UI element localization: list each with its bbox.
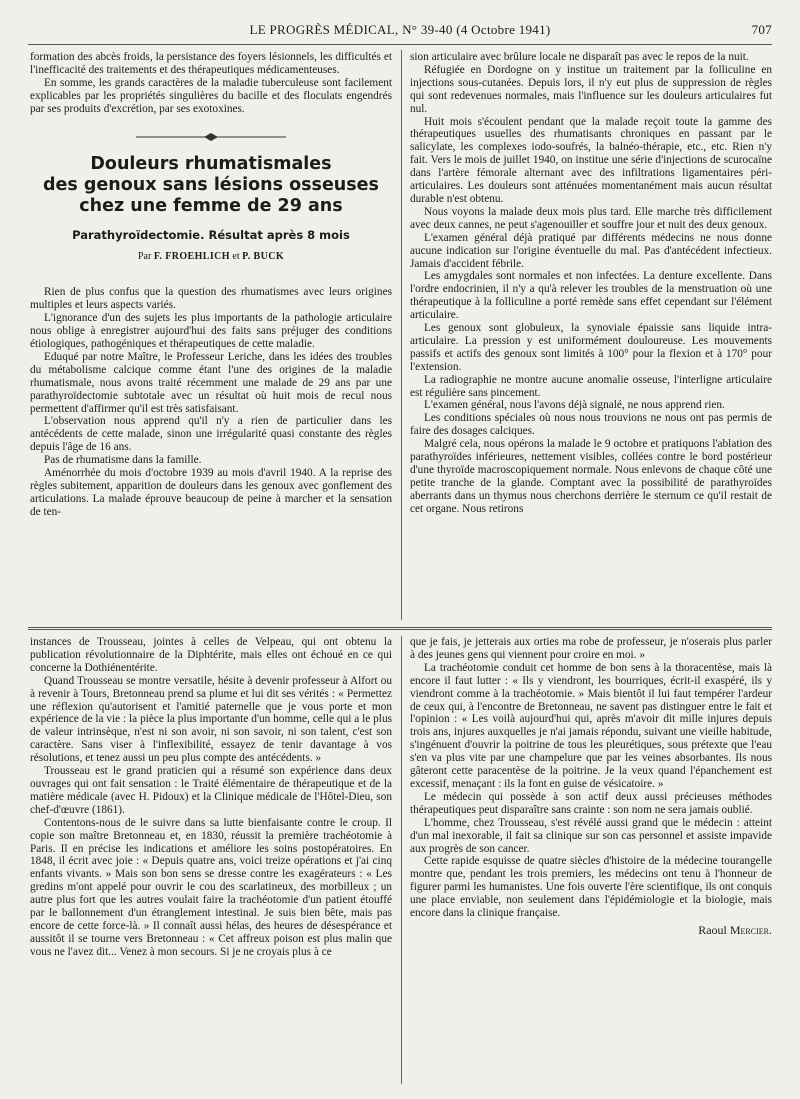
article-subtitle: Parathyroïdectomie. Résultat après 8 mois: [72, 227, 350, 242]
article-title: [30, 154, 392, 217]
author-name: F. FROEHLICH: [153, 251, 230, 263]
author-name: P. BUCK: [242, 251, 285, 263]
body-paragraph: que je fais, je jetterais aux orties ma robe de professeur, je n'oserais plus parler à des jeunes gens qui viennent pour croire en moi. »: [410, 636, 772, 661]
top-left-column: [30, 51, 392, 621]
article-byline: [30, 251, 392, 264]
running-header: [28, 20, 772, 42]
body-paragraph: sion articulaire avec brûlure locale ne disparaît pas avec le repos de la nuit.: [410, 51, 749, 63]
body-paragraph: L'observation nous apprend qu'il n'y a rien de particulier dans les antécédents de cette malade, sinon une irrégularité quasi constante des règles depuis l'âge de 16 ans.: [30, 415, 392, 454]
bottom-right-column: [410, 636, 772, 1086]
body-paragraph: instances de Trousseau, jointes à celles de Velpeau, qui ont obtenu la publication révolutionnaire de la Diphtérite, mais elles ont échoué en ce qui concerne la Dothiénentérite.: [30, 636, 392, 674]
section-separator-rule: [28, 627, 772, 630]
page-number: 707: [751, 22, 772, 37]
intro-paragraph: formation des abcès froids, la persistance des foyers lésionnels, les difficultés et l'inefficacité des traitements et des thérapeutiques médicamenteuses.: [30, 51, 392, 76]
top-right-column: [410, 51, 772, 621]
body-paragraph: Les amygdales sont normales et non infectées. La denture excellente. Dans l'ordre endocrinien, il n'y a qu'à relever les troubles de la menstruation où une thérapeutique à la folliculine a porté remède sans effet cependant sur l'élément articulaire.: [410, 270, 772, 322]
byline-prefix: Par: [137, 251, 152, 263]
body-paragraph: La radiographie ne montre aucune anomalie osseuse, l'interligne articulaire est régulière sans pincement.: [410, 373, 772, 399]
body-paragraph: Trousseau est le grand praticien qui a résumé son expérience dans deux ouvrages qui ont fait sensation : le Traité élémentaire de thérapeutique et de la matière médicale (avec H. Pidoux) et la Clinique médicale de l'Hôtel-Dieu, son chef-d'œuvre (1861).: [30, 765, 392, 816]
top-column-divider: [401, 50, 402, 620]
signature-first-name: Raoul: [698, 922, 727, 937]
header-rule: [28, 44, 772, 45]
article-title-line: Douleurs rhumatismales: [90, 153, 332, 174]
body-paragraph: L'ignorance d'un des sujets les plus importants de la pathologie articulaire nous oblige à enregistrer aujourd'hui des faits sans préjuger des conditions étiologiques, pathogéniques et thérapeutiques de cette maladie.: [30, 312, 392, 350]
body-paragraph: Nous voyons la malade deux mois plus tard. Elle marche très difficilement avec deux cannes, ne peut s'agenouiller et souffre jour et nuit des deux genoux.: [410, 205, 772, 231]
body-paragraph: Quand Trousseau se montre versatile, hésite à devenir professeur à Alfort ou à revenir à Tours, Bretonneau prend sa plume et lui dit ses vérités : « Permettez une réflexion qu'autorisent et l'amitié paternelle que je vous porte et mon expérience de la vie : la pièce la plus importante d'un homme, celle qui a le plus de valeur intrinsèque, n'est ni son avoir, ni son savoir, ni son talent, c'est son caractère. Sans viser à l'inflexibilité, essayez de tenir davantage à vos résolutions, et tenez aussi un peu plus compte des antécédents. »: [30, 674, 392, 765]
byline-and: et: [232, 251, 240, 263]
body-paragraph: La trachéotomie conduit cet homme de bon sens à la thoracentèse, mais là encore il faut lutter : « Ils y viendront, les bourriques, écrit-il exaspéré, ils y viendront comme à la trachéotomie. » Mais bientôt il lui faut tempérer l'ardeur de ceux qui, à l'encontre de Bretonneau, ne savent pas distinguer entre le fait et l'opinion : « Les voilà aujourd'hui qui, après m'avoir dit mille injures depuis trois ans, injures auxquelles je n'ai jamais répondu, suivant une vieille habitude, s'ingénuent d'ouvrir la poitrine de tous les pleurétiques, sous prétexte que l'eau s'en va plus vite par une champelure que par les veines absorbantes. Ils nous gâteront cette paracentèse de la poitrine. Je la veux quand l'épanchement est excessif, menaçant : ils la font en guise de vésicatoire. »: [410, 661, 772, 790]
journal-title: LE PROGRÈS MÉDICAL, N° 39-40 (4 Octobre 1941): [249, 22, 551, 37]
body-paragraph: Rien de plus confus que la question des rhumatismes avec leurs origines multiples et leurs aspects variés.: [30, 286, 392, 312]
body-paragraph: Contentons-nous de le suivre dans sa lutte bienfaisante contre le croup. Il copie son maître Bretonneau et, en 1830, réussit la première trachéotomie à Paris. Il en précise les indications et améliore les soins postopératoires. En 1848, il écrit avec joie : « Depuis quatre ans, voici treize opérations et j'ai cinq enfants vivants. » Mais son bon sens se dresse contre les exagérateurs : « Les gredins m'ont appelé pour ouvrir le cou des scarlatineux, des morbilleux ; un autre plus fort que les autres voulait faire la trachéotomie d'un patient étouffé par le ballonnement d'un étranglement intestinal. Je suis bien bête, mais pas encore de cette force-là. » Il connaît aussi hélas, des heures de désespérance et aussitôt il se tourne vers Bretonneau : « Cet affreux poison est plus malin que vous ne l'avez dit... Venez à mon secours. Si je ne croyais plus à ce: [30, 816, 392, 958]
body-paragraph: Huit mois s'écoulent pendant que la malade reçoit toute la gamme des thérapeutiques usuelles des rhumatisants chroniques en passant par le salicylate, les complexes iodo-soufrés, la balnéo-thérapie, etc., etc. Rien n'y fait. Vers le mois de juillet 1940, on institue une série d'injections de scurocaïne dans l'artère fémorale alternant avec des infiltrations ligamentaires péri-articulaires. Les douleurs sont atténuées momentanément mais aucun résultat durable n'est obtenu.: [410, 115, 772, 205]
body-paragraph: Le médecin qui possède à son actif deux aussi précieuses méthodes thérapeutiques peut disparaître sans crainte : son nom ne sera jamais oublié.: [410, 790, 772, 816]
body-paragraph: L'examen général, nous l'avons déjà signalé, ne nous apprend rien.: [424, 399, 725, 412]
body-paragraph: Les genoux sont globuleux, la synoviale épaissie sans liquide intra-articulaire. La pression y est uniformément douloureuse. Les mouvements passifs et actifs des genoux sont limités à 100° pour la flexion et à 170° pour l'extension.: [410, 322, 772, 373]
body-paragraph: Eduqué par notre Maître, le Professeur Leriche, dans les idées des troubles du métabolisme calcique comme étant l'une des origines de la maladie rhumatismale, nous avons traité récemment une malade de 29 ans par une parathyroïdectomie subtotale avec un résultat où huit mois de recul nous permettent d'affirmer qu'il est très satisfaisant.: [30, 350, 392, 415]
body-paragraph: Pas de rhumatisme dans la famille.: [44, 454, 202, 467]
body-paragraph: L'examen général déjà pratiqué par différents médecins ne nous donne aucune indication sur l'origine éventuelle du mal. Pas d'antécédent infectieux. Jamais d'accident fébrile.: [410, 231, 772, 270]
article-title-line: des genoux sans lésions osseuses: [43, 174, 379, 195]
signature-last-name: Mercier.: [729, 922, 772, 937]
intro-paragraph: En somme, les grands caractères de la maladie tuberculeuse sont facilement explicables par les propriétés singulières du bacille et des floculats engendrés par ses produits d'excrétion, par ses exotoxines.: [30, 76, 392, 115]
author-signature: [410, 924, 772, 937]
body-paragraph: L'homme, chez Trousseau, s'est révélé aussi grand que le médecin : atteint d'un mal inexorable, il fait sa clinique sur son cas personnel et assiste impavide aux progrès de son cancer.: [410, 816, 772, 855]
bottom-left-column: [30, 636, 392, 1086]
separator-ornament-icon: [136, 132, 286, 142]
body-paragraph: Cette rapide esquisse de quatre siècles d'histoire de la médecine tourangelle montre que, pendant les trois premiers, les médecins ont tenu à l'honneur de figurer parmi les humanistes. Une fois ouverte l'ère scientifique, ils ont conquis une place enviable, non seulement dans l'épidémiologie et la biologie, mais encore dans la clinique française.: [410, 855, 772, 920]
body-paragraph: Les conditions spéciales où nous nous trouvions ne nous ont pas permis de faire des dosages calciques.: [410, 412, 772, 438]
bottom-column-divider: [401, 636, 402, 1084]
body-paragraph: Aménorrhée du mois d'octobre 1939 au mois d'avril 1940. A la reprise des règles subitement, apparition de douleurs dans les genoux avec gonflement des articulations. La malade éprouve beaucoup de peine à marcher et la sensation de ten-: [30, 467, 392, 518]
body-paragraph: Réfugiée en Dordogne on y institue un traitement par la folliculine en injections sous-cutanées. Depuis lors, il n'y eut plus de suppression de règles qui sont redevenues normales, mais l'influence sur les douleurs articulaires fut nul.: [410, 63, 772, 115]
body-paragraph: Malgré cela, nous opérons la malade le 9 octobre et pratiquons l'ablation des parathyroïdes inférieures, nettement visibles, collées contre le bord postérieur d'une thyroïde macroscopiquement normale. Nous enlevons de chaque côté une petite tranche de la glande. Comptant avec la possibilité de parathyroïdes aberrants dans un thymus nous cherchons derrière le sternum ce qu'il restait de cet organe. Nous retirons: [410, 438, 772, 515]
article-title-line: chez une femme de 29 ans: [79, 195, 343, 216]
